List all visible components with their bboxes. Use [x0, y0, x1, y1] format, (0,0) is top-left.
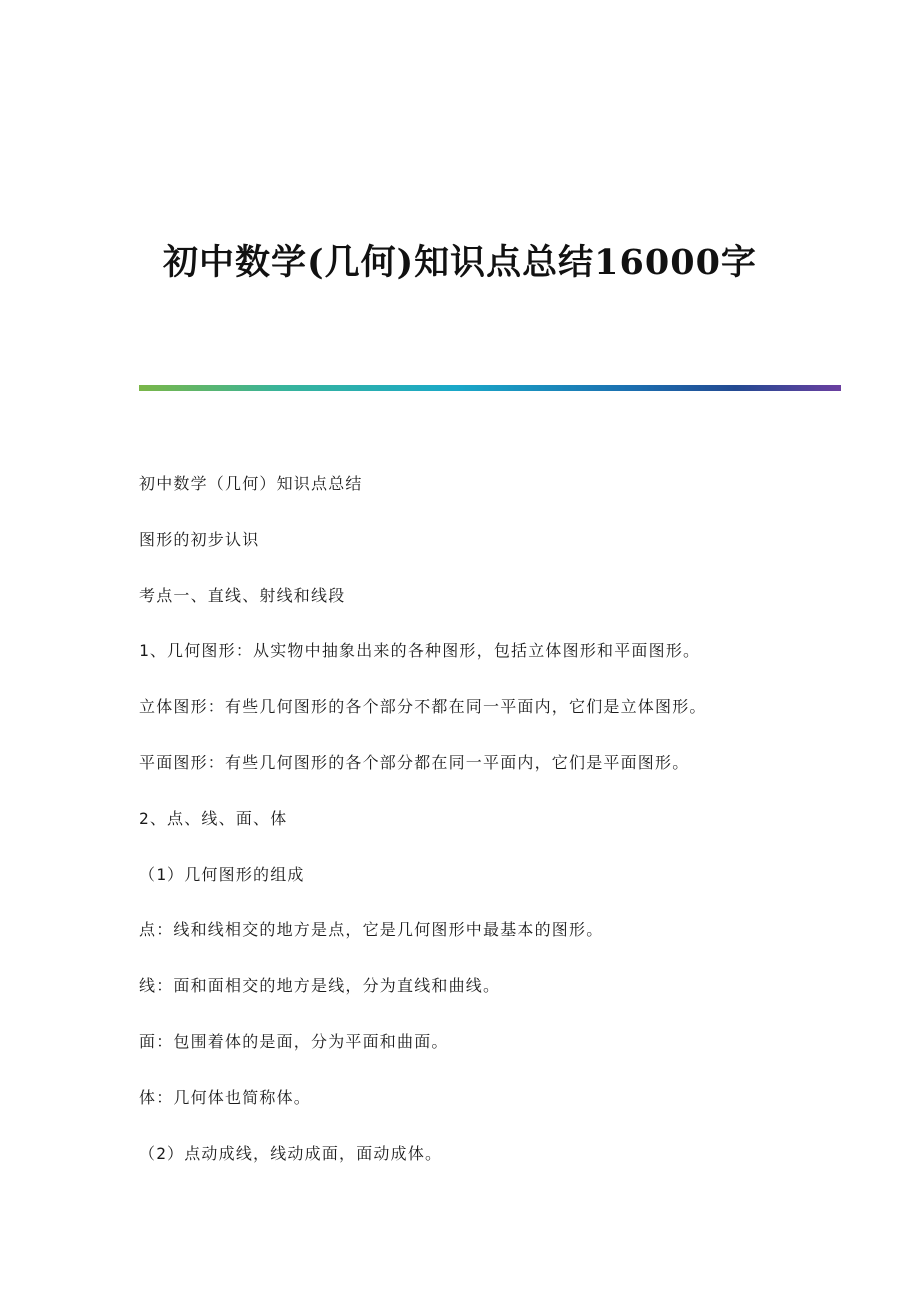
paragraph: 2、点、线、面、体 — [139, 808, 288, 828]
paragraph: （1）几何图形的组成 — [139, 864, 305, 884]
paragraph: 体：几何体也简称体。 — [139, 1087, 312, 1107]
paragraph: （2）点动成线，线动成面，面动成体。 — [139, 1143, 443, 1163]
paragraph: 立体图形：有些几何图形的各个部分不都在同一平面内，它们是立体图形。 — [139, 697, 707, 717]
paragraph: 线：面和面相交的地方是线，分为直线和曲线。 — [139, 976, 501, 996]
paragraph: 1、几何图形：从实物中抽象出来的各种图形，包括立体图形和平面图形。 — [139, 641, 701, 661]
title-divider — [139, 385, 841, 391]
paragraph: 平面图形：有些几何图形的各个部分都在同一平面内，它们是平面图形。 — [139, 752, 690, 772]
paragraph: 点：线和线相交的地方是点，它是几何图形中最基本的图形。 — [139, 920, 604, 940]
paragraph: 面：包围着体的是面，分为平面和曲面。 — [139, 1031, 449, 1051]
paragraph: 初中数学（几何）知识点总结 — [139, 474, 363, 493]
paragraph: 考点一、直线、射线和线段 — [139, 585, 346, 605]
paragraph: 图形的初步认识 — [139, 529, 260, 549]
page-title: 初中数学(几何)知识点总结16000字 — [163, 242, 757, 284]
document-body — [139, 466, 839, 1191]
